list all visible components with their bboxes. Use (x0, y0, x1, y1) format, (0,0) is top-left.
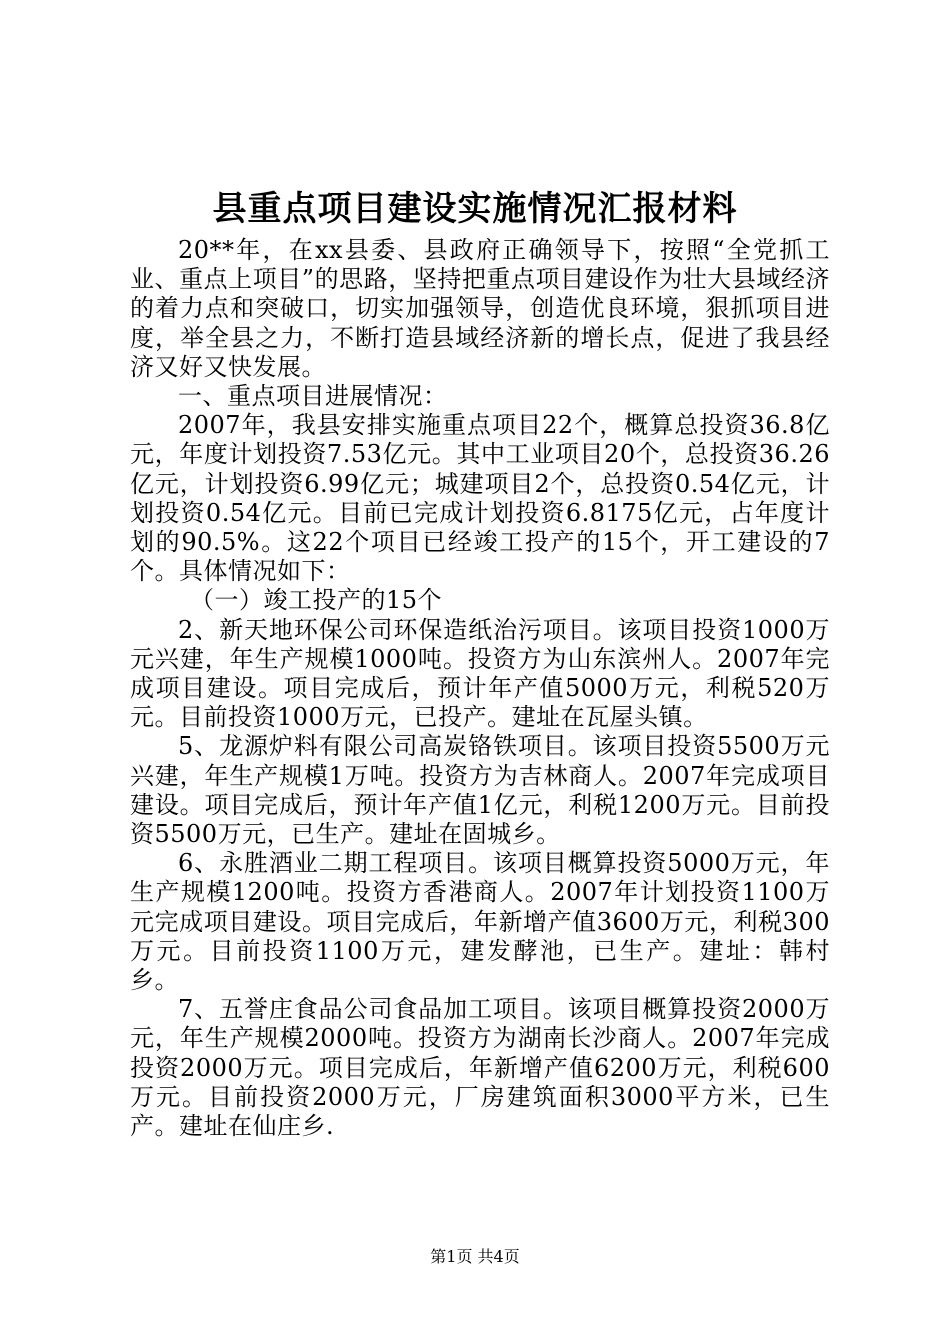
section-heading: 一、重点项目进展情况： (178, 382, 448, 411)
paragraph-intro: 20**年，在xx县委、县政府正确领导下，按照“全党抓工业、重点上项目”的思路，坚持把重点项目建设作为壮大县域经济的着力点和突破口，切实加强领导，创造优良环境，狠抓项目进度，举全县之力，不断打造县域经济新的增长点，促进了我县经济又好又快发展。 (130, 236, 830, 381)
paragraph-project-5: 5、龙源炉料有限公司高炭铬铁项目。该项目投资5500万元兴建，年生产规模1万吨。投资方为吉林商人。2007年完成项目建设。项目完成后，预计年产值1亿元，利税1200万元。目前投资5500万元，已生产。建址在固城乡。 (130, 732, 830, 849)
document-body (130, 236, 830, 1141)
paragraph-project-7: 7、五誉庄食品公司食品加工项目。该项目概算投资2000万元，年生产规模2000吨。投资方为湖南长沙商人。2007年完成投资2000万元。项目完成后，年新增产值6200万元，利税600万元。目前投资2000万元，厂房建筑面积3000平方米，已生产。建址在仙庄乡. (130, 995, 830, 1141)
document-title: 县重点项目建设实施情况汇报材料 (212, 189, 738, 229)
paragraph-project-2: 2、新天地环保公司环保造纸治污项目。该项目投资1000万元兴建，年生产规模1000吨。投资方为山东滨州人。2007年完成项目建设。项目完成后，预计年产值5000万元，利税520万元。目前投资1000万元，已投产。建址在瓦屋头镇。 (130, 615, 830, 732)
subsection-heading: （一）竣工投产的15个 (190, 586, 443, 615)
paragraph-project-6: 6、永胜酒业二期工程项目。该项目概算投资5000万元，年生产规模1200吨。投资方香港商人。2007年计划投资1100万元完成项目建设。项目完成后，年新增产值3600万元，利税300万元。目前投资1100万元，建发酵池，已生产。建址：韩村乡。 (130, 849, 830, 995)
paragraph-overview: 2007年，我县安排实施重点项目22个，概算总投资36.8亿元，年度计划投资7.53亿元。其中工业项目20个，总投资36.26亿元，计划投资6.99亿元；城建项目2个，总投资0.54亿元，计划投资0.54亿元。目前已完成计划投资6.8175亿元，占年度计划的90.5%。这22个项目已经竣工投产的15个，开工建设的7个。具体情况如下： (130, 411, 830, 586)
page-number: 第1页 共4页 (430, 1247, 520, 1266)
